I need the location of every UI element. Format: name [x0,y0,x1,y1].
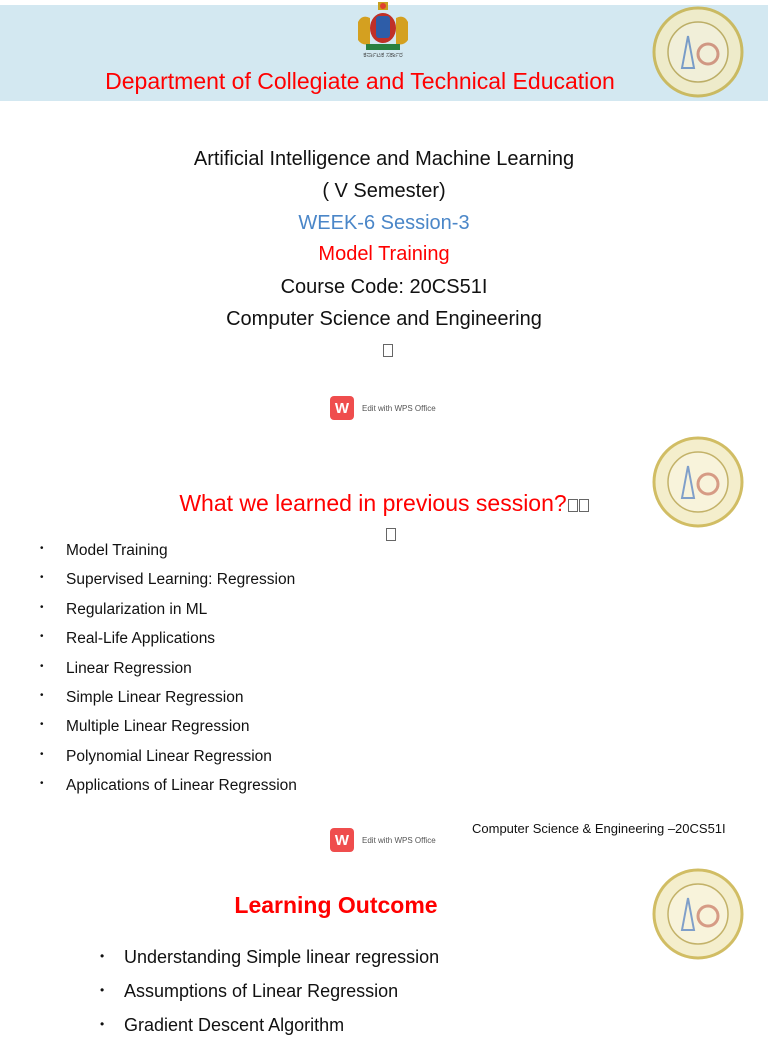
missing-glyph-icon [568,499,578,512]
wps-logo-icon: W [330,396,354,420]
list-item-text: Understanding Simple linear regression [124,947,440,967]
bullet-icon: • [40,660,44,672]
slide-title-text: What we learned in previous session? [179,490,567,516]
list-item [40,567,297,596]
list-item-text: Multiple Linear Regression [66,718,250,736]
course-title: Artificial Intelligence and Machine Learning [193,148,575,170]
list-item-text: Linear Regression [66,659,192,677]
slide-title [0,490,768,517]
list-item [100,978,439,1012]
bullet-icon: • [100,949,105,963]
bullet-icon: • [40,543,44,554]
list-item-text: Supervised Learning: Regression [66,571,296,589]
list-item-text: Model Training [66,542,168,559]
course-code-label: Course Code: 20CS51I [280,276,488,298]
list-item [40,656,297,685]
list-item [100,1012,439,1046]
list-item [40,773,297,802]
wps-label: Edit with WPS Office [362,403,436,413]
week-session-label: WEEK-6 Session-3 [298,212,470,234]
bullet-icon: • [40,689,44,701]
bullet-icon: • [100,983,105,997]
emblem-caption: ಕರ್ನಾಟಕ ಸರ್ಕಾರ [363,52,403,59]
list-item-text: Simple Linear Regression [66,688,244,706]
missing-glyph-icon [579,499,589,512]
department-title: Department of Collegiate and Technical Education [105,68,615,94]
semester-label: ( V Semester) [322,180,446,202]
list-item [40,744,297,773]
bullet-icon: • [40,748,44,760]
list-item-text: Regularization in ML [66,600,208,618]
previous-topics-list [40,538,297,803]
wps-watermark[interactable] [330,828,436,852]
list-item-text: Real-Life Applications [66,630,216,648]
department-label: Computer Science and Engineering [226,308,542,330]
title-slide [0,0,768,432]
list-item [40,714,297,743]
list-item-text: Assumptions of Linear Regression [124,981,399,1001]
list-item-text: Polynomial Linear Regression [66,747,272,765]
list-item [40,626,297,655]
learning-outcome-slide [0,864,768,1035]
missing-glyph-icon [383,344,393,357]
list-item [40,538,297,567]
list-item [40,685,297,714]
list-item-text: Gradient Descent Algorithm [124,1015,345,1035]
list-item-text: Applications of Linear Regression [66,777,297,795]
topic-label: Model Training [318,243,450,265]
bullet-icon: • [40,601,44,613]
bullet-icon: • [40,631,44,643]
bullet-icon: • [100,1017,105,1031]
list-item [40,597,297,626]
slide-footer: Computer Science & Engineering –20CS51I [472,821,726,836]
learning-outcomes-list [100,944,439,1046]
slide-title: Learning Outcome [234,892,438,918]
wps-watermark[interactable] [330,396,436,420]
wps-logo-icon: W [330,828,354,852]
wps-label: Edit with WPS Office [362,835,436,845]
missing-glyph-icon [386,528,396,541]
bullet-icon: • [40,572,44,584]
bullet-icon: • [40,778,44,790]
previous-session-slide [0,432,768,864]
list-item [100,944,439,978]
bullet-icon: • [40,719,44,731]
